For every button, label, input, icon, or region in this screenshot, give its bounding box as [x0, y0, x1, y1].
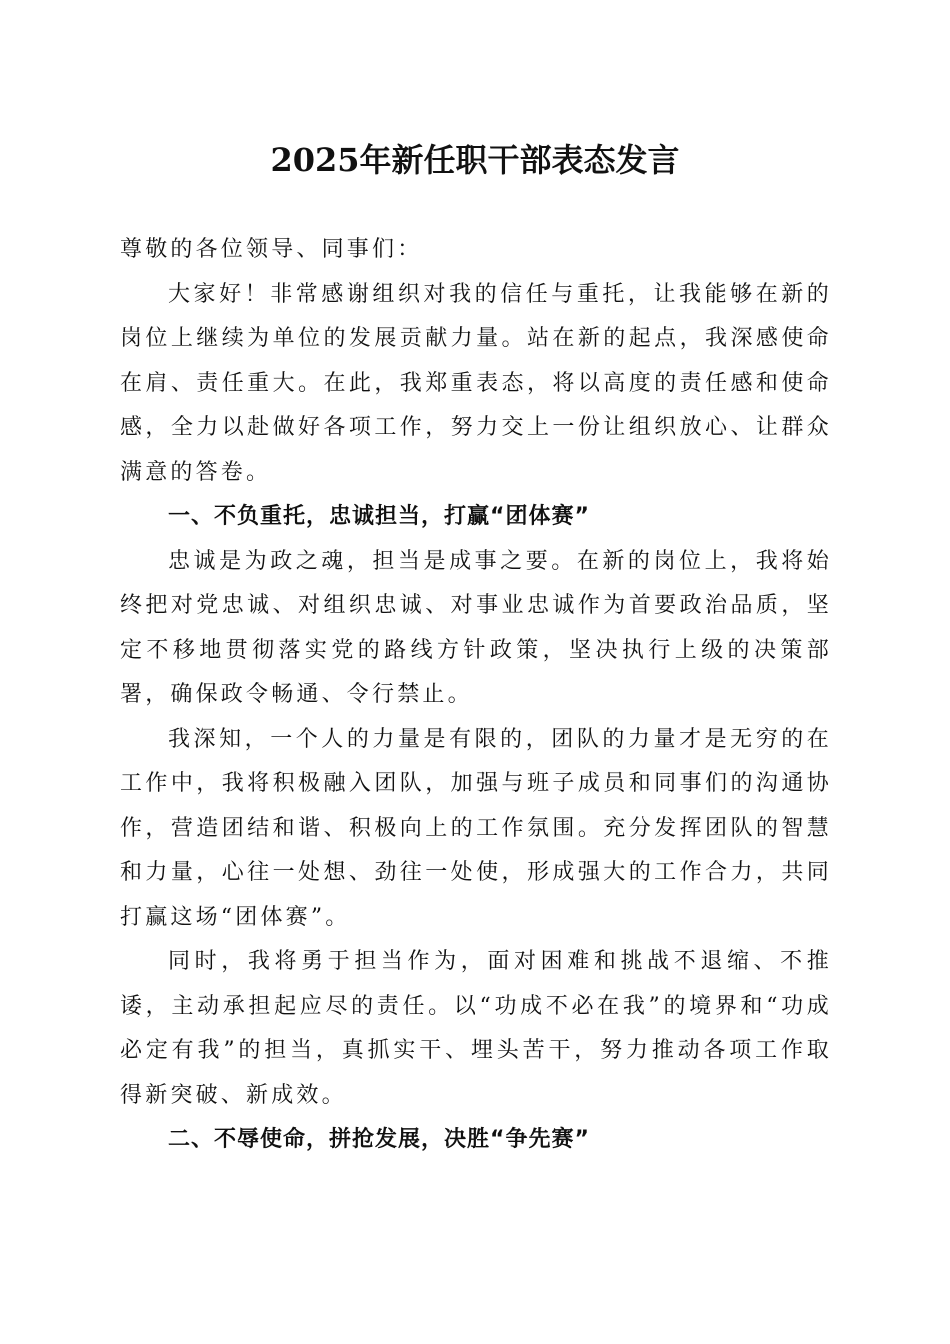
- document-body: [120, 228, 832, 1163]
- section-heading-1: 一、不负重托，忠诚担当，打赢“团体赛”: [168, 504, 590, 529]
- salutation: 尊敬的各位领导、同事们：: [120, 237, 423, 262]
- section-heading-2: 二、不辱使命，拼抢发展，决胜“争先赛”: [168, 1127, 590, 1152]
- paragraph-teamwork: 我深知，一个人的力量是有限的，团队的力量才是无穷的在工作中，我将积极融入团队，加强与班子成员和同事们的沟通协作，营造团结和谐、积极向上的工作氛围。充分发挥团队的智慧和力量，心往一处想、劲往一处使，形成强大的工作合力，共同打赢这场“团体赛”。: [120, 726, 832, 930]
- paragraph-loyalty: 忠诚是为政之魂，担当是成事之要。在新的岗位上，我将始终把对党忠诚、对组织忠诚、对事业忠诚作为首要政治品质，坚定不移地贯彻落实党的路线方针政策，坚决执行上级的决策部署，确保政令畅通、令行禁止。: [120, 548, 832, 707]
- paragraph-opening: 大家好！非常感谢组织对我的信任与重托，让我能够在新的岗位上继续为单位的发展贡献力量。站在新的起点，我深感使命在肩、责任重大。在此，我郑重表态，将以高度的责任感和使命感，全力以赴做好各项工作，努力交上一份让组织放心、让群众满意的答卷。: [120, 281, 832, 485]
- document-title: 2025年新任职干部表态发言: [270, 141, 680, 179]
- paragraph-responsibility: 同时，我将勇于担当作为，面对困难和挑战不退缩、不推诿，主动承担起应尽的责任。以“功成不必在我”的境界和“功成必定有我”的担当，真抓实干、埋头苦干，努力推动各项工作取得新突破、新成效。: [120, 949, 832, 1108]
